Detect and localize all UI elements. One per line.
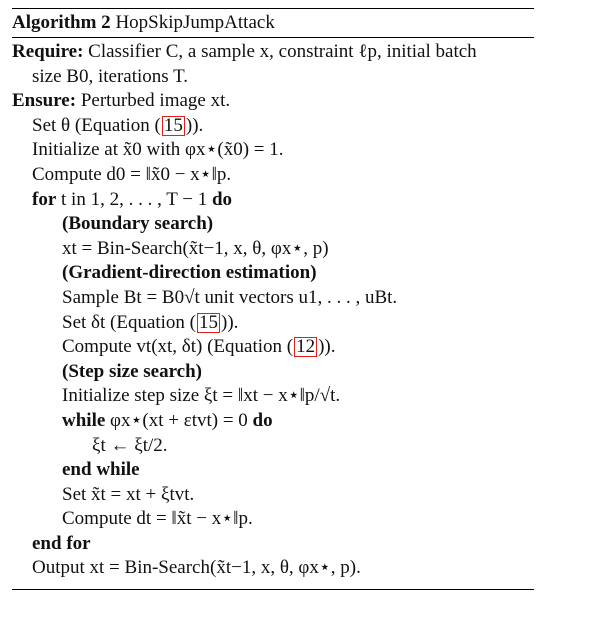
- while-condition: φx⋆(xt + εtvt) = 0: [110, 409, 248, 431]
- while-line: [12, 409, 534, 434]
- equation-ref-link[interactable]: 15: [199, 311, 219, 333]
- end-for-line: end for: [32, 532, 91, 554]
- require-text-2: size B0, iterations T.: [32, 65, 189, 87]
- algorithm-label: Algorithm 2: [12, 12, 111, 33]
- algorithm-block: [12, 8, 534, 590]
- while-keyword: while: [62, 409, 106, 431]
- for-line: [12, 188, 534, 213]
- require-line: [12, 40, 534, 65]
- step-output: [12, 556, 534, 581]
- do-keyword: do: [211, 188, 233, 210]
- step-compute-d0-text: Compute d0 = ‖x̃0 − x⋆‖p.: [32, 163, 232, 185]
- for-range: t in 1, 2, . . . , T − 1: [61, 188, 208, 210]
- step-init-step: [12, 384, 534, 409]
- end-while-line: end while: [62, 459, 140, 481]
- step-halve: [12, 434, 534, 459]
- equation-ref-link[interactable]: 12: [296, 336, 316, 358]
- ensure-keyword: Ensure:: [12, 90, 77, 112]
- step-set-delta-text: Set δt (Equation ( 15 )).: [62, 311, 239, 333]
- require-line-continued: [12, 65, 534, 90]
- step-compute-v-text: Compute vt(xt, δt) (Equation ( 12 )).: [62, 336, 336, 358]
- require-text: Classifier C, a sample x, constraint ℓp, initial batch: [88, 41, 477, 62]
- equation-ref-link[interactable]: 15: [163, 114, 183, 136]
- algorithm-caption: [12, 9, 534, 37]
- while-do-keyword: do: [252, 409, 273, 431]
- step-bin-search: [12, 237, 534, 262]
- boundary-search-header: (Boundary search): [62, 213, 214, 235]
- step-compute-dt: [12, 507, 534, 532]
- step-size-search-header: (Step size search): [62, 360, 203, 382]
- bottom-rule: [12, 589, 534, 590]
- step-init-step-text: Initialize step size ξt = ‖xt − x⋆‖p/√t.: [62, 385, 341, 407]
- step-set-x: [12, 483, 534, 508]
- step-initialize-text: Initialize at x̃0 with φx⋆(x̃0) = 1.: [32, 139, 284, 161]
- step-sample: [12, 286, 534, 311]
- ensure-text: Perturbed image xt.: [80, 90, 231, 112]
- step-compute-d0: [12, 163, 534, 188]
- step-halve-text: ξt ← ξt/2.: [92, 434, 168, 456]
- step-set-theta-text: Set θ (Equation ( 15 )).: [32, 114, 204, 136]
- step-set-x-text: Set x̃t = xt + ξtvt.: [62, 483, 195, 505]
- algorithm-name: HopSkipJumpAttack: [115, 12, 275, 33]
- step-compute-dt-text: Compute dt = ‖x̃t − x⋆‖p.: [62, 508, 253, 530]
- step-output-text: Output xt = Bin-Search(x̃t−1, x, θ, φx⋆, p).: [32, 557, 361, 579]
- ensure-line: [12, 89, 534, 114]
- algorithm-body: [12, 38, 534, 581]
- gradient-estimation-header: (Gradient-direction estimation): [62, 262, 317, 284]
- step-set-delta: [12, 311, 534, 336]
- step-initialize: [12, 138, 534, 163]
- step-sample-text: Sample Bt = B0√t unit vectors u1, . . . , uBt.: [62, 286, 398, 308]
- for-keyword: for: [32, 188, 57, 210]
- step-bin-search-text: xt = Bin-Search(x̃t−1, x, θ, φx⋆, p): [62, 237, 329, 259]
- step-compute-v: [12, 335, 534, 360]
- require-keyword: Require:: [12, 41, 84, 62]
- step-set-theta: [12, 114, 534, 139]
